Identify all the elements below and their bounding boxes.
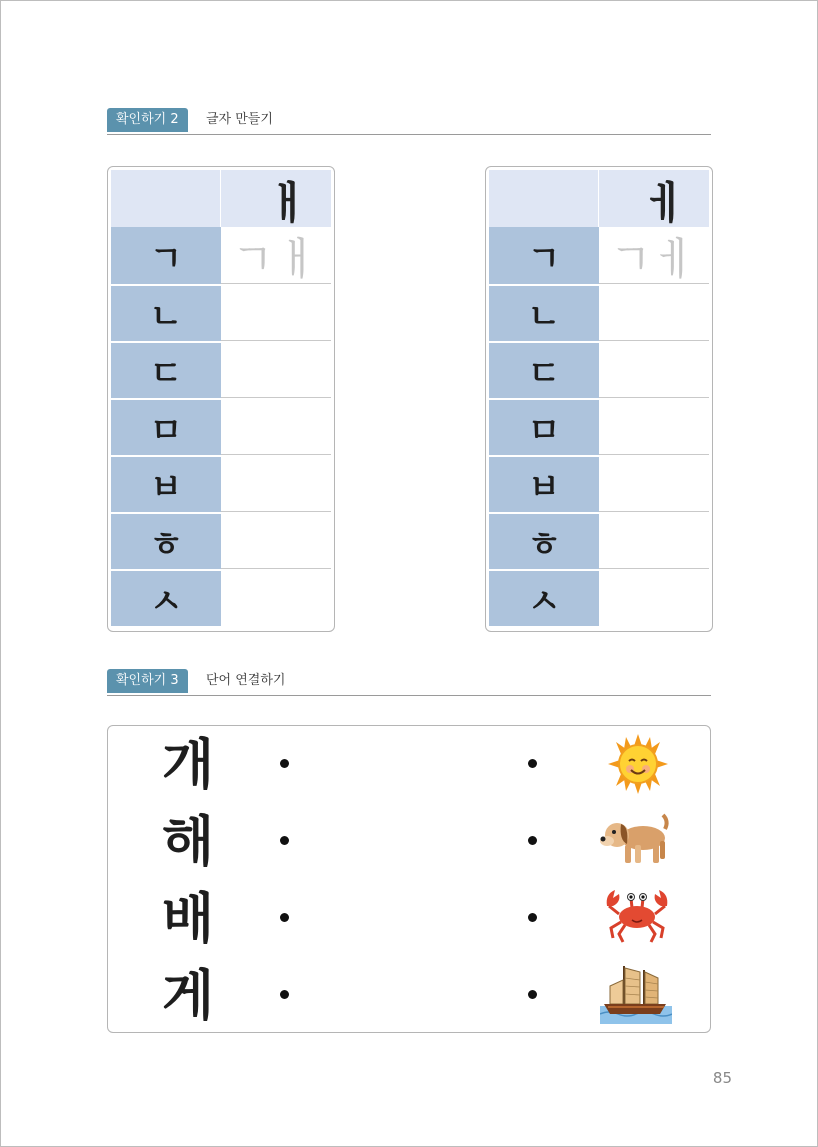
answer-cell[interactable] <box>599 569 709 626</box>
consonant-cell: ㄷ <box>111 341 221 398</box>
answer-cell[interactable] <box>221 284 331 341</box>
section-2-header <box>107 108 711 135</box>
left-dot[interactable] <box>280 759 289 768</box>
consonant-cell: ㄴ <box>111 284 221 341</box>
example-cell: ㄱㅐ <box>221 227 331 284</box>
section-2-title: 글자 만들기 <box>206 112 273 127</box>
consonant-cell: ㅂ <box>111 455 221 512</box>
consonant-cell: ㄷ <box>489 341 599 398</box>
boat-icon <box>600 962 672 1024</box>
answer-cell[interactable] <box>221 341 331 398</box>
word-hae: 해 <box>161 810 215 873</box>
consonant-cell: ㄱ <box>489 227 599 284</box>
section-3-header <box>107 669 711 696</box>
consonant-cell: ㅁ <box>489 398 599 455</box>
word-match-box <box>107 725 711 1033</box>
consonant-cell: ㅁ <box>111 398 221 455</box>
example-cell: ㄱㅔ <box>599 227 709 284</box>
answer-cell[interactable] <box>599 455 709 512</box>
answer-cell[interactable] <box>599 398 709 455</box>
left-dot[interactable] <box>280 836 289 845</box>
crab-icon <box>605 884 669 944</box>
answer-cell[interactable] <box>599 341 709 398</box>
vowel-header: ㅐ <box>221 170 331 227</box>
right-dot[interactable] <box>528 913 537 922</box>
table-e <box>485 166 713 632</box>
corner-cell <box>111 170 221 227</box>
answer-cell[interactable] <box>221 569 331 626</box>
section-3-title: 단어 연결하기 <box>206 673 286 688</box>
page-number: 85 <box>712 1069 732 1087</box>
dog-icon <box>599 811 673 869</box>
right-dot[interactable] <box>528 836 537 845</box>
vowel-header: ㅔ <box>599 170 709 227</box>
left-dot[interactable] <box>280 990 289 999</box>
sun-icon <box>606 734 670 794</box>
right-dot[interactable] <box>528 990 537 999</box>
left-dot[interactable] <box>280 913 289 922</box>
answer-cell[interactable] <box>599 284 709 341</box>
consonant-cell: ㄴ <box>489 284 599 341</box>
answer-cell[interactable] <box>221 455 331 512</box>
consonant-cell: ㄱ <box>111 227 221 284</box>
section-3-badge: 확인하기 3 <box>107 669 188 693</box>
word-gae: 개 <box>161 733 215 796</box>
word-bae: 배 <box>161 887 215 950</box>
table-ae <box>107 166 335 632</box>
consonant-cell: ㅂ <box>489 455 599 512</box>
consonant-cell: ㅅ <box>111 569 221 626</box>
section-2-badge: 확인하기 2 <box>107 108 188 132</box>
consonant-cell: ㅎ <box>111 512 221 569</box>
answer-cell[interactable] <box>221 398 331 455</box>
consonant-cell: ㅅ <box>489 569 599 626</box>
corner-cell <box>489 170 599 227</box>
answer-cell[interactable] <box>599 512 709 569</box>
consonant-cell: ㅎ <box>489 512 599 569</box>
answer-cell[interactable] <box>221 512 331 569</box>
right-dot[interactable] <box>528 759 537 768</box>
word-ge: 게 <box>161 964 215 1027</box>
